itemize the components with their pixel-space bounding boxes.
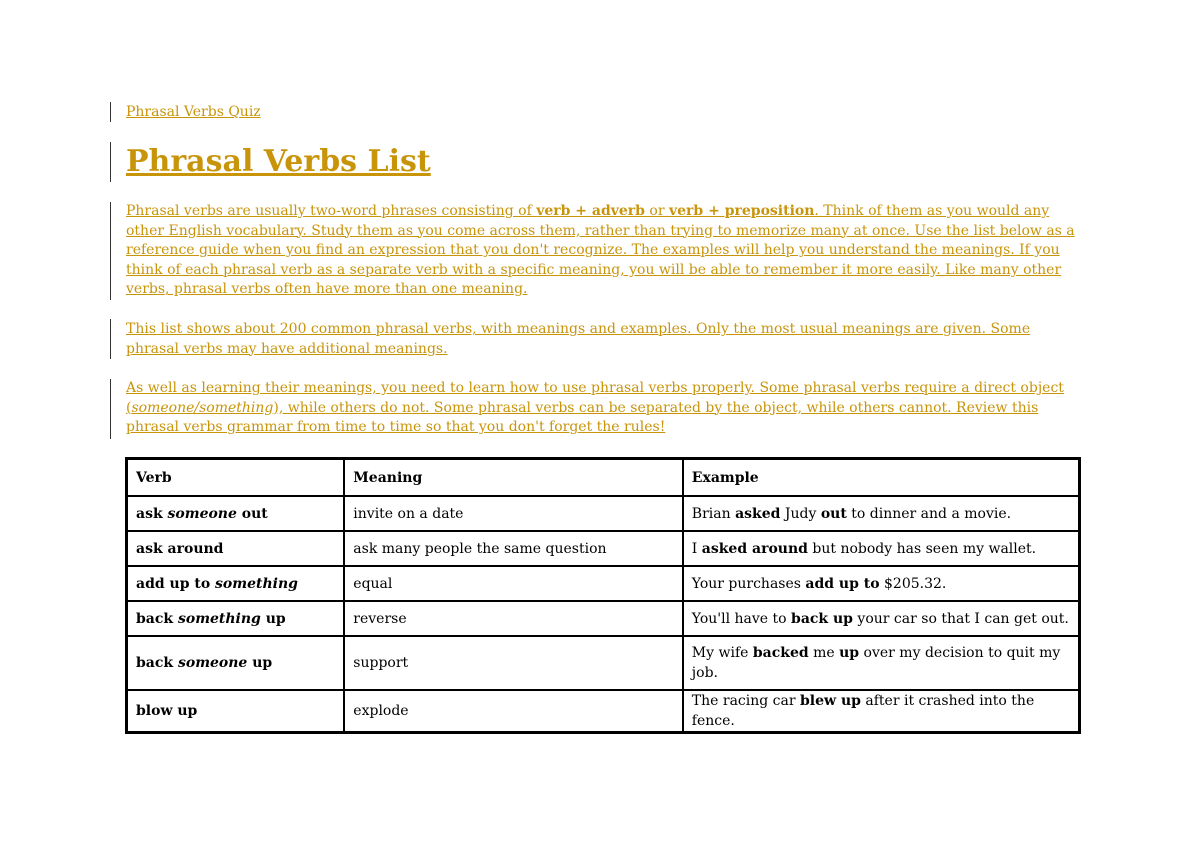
example-text: The racing car: [691, 693, 801, 709]
verb-text: add up to: [136, 575, 216, 592]
verb-cell: [127, 496, 345, 531]
example-verb: add up to: [805, 575, 880, 592]
table-row: [127, 601, 1080, 636]
intro-bold: verb + preposition: [669, 203, 815, 219]
example-text: I: [691, 540, 702, 557]
intro-text: ), while others do not. Some phrasal verbs can be separated by the object, while others cannot. Review this phrasal verbs grammar from time to time so that you don't forget the rules!: [126, 399, 1039, 436]
example-text: over my decision to quit my job.: [691, 645, 1061, 681]
verb-cell: [127, 636, 345, 690]
meaning-cell: invite on a date: [344, 496, 683, 531]
verb-text: back: [136, 610, 178, 627]
change-bar: [110, 102, 111, 122]
page-title[interactable]: Phrasal Verbs List: [126, 144, 431, 179]
verb-object: something: [215, 575, 298, 592]
meaning-cell: support: [344, 636, 683, 690]
verb-object: someone: [177, 655, 248, 671]
intro-paragraph-2[interactable]: This list shows about 200 common phrasal verbs, with meanings and examples. Only the most usual meanings are given. Some phrasal verbs may have additional meanings.: [126, 321, 1031, 357]
verb-cell: [127, 690, 345, 733]
verb-object: something: [177, 610, 261, 627]
change-bar: [110, 142, 111, 182]
example-cell: [683, 636, 1080, 690]
column-header-verb: Verb: [127, 459, 345, 497]
meaning-cell: ask many people the same question: [344, 531, 683, 566]
example-text: your car so that I can get out.: [852, 610, 1069, 627]
table-row: [127, 690, 1080, 733]
verb-cell: [127, 531, 345, 566]
intro-text: . Think of them as you would any other English vocabulary. Study them as you come across them, rather than trying to memorize many at once. Use the list below as a reference guide when you find an expression that you don't recognize. The examples will help you understand the meanings. If you think of each phrasal verb as a separate verb with a specific meaning, you will be able to remember it more easily. Like many other verbs, phrasal verbs often have more than one meaning.: [126, 203, 1075, 298]
example-text: Brian: [691, 505, 736, 522]
table-row: [127, 566, 1080, 601]
quiz-link[interactable]: Phrasal Verbs Quiz: [126, 104, 261, 120]
example-cell: [683, 566, 1080, 601]
intro-text: As well as learning their meanings, you need to learn how to use phrasal verbs properly. Some phrasal verbs require a direct object (: [126, 380, 1064, 416]
example-cell: [683, 690, 1080, 733]
example-text: after it crashed into the fence.: [691, 693, 1035, 729]
intro-italic: someone/something: [131, 399, 274, 416]
intro-paragraph-3[interactable]: [126, 379, 1086, 438]
verb-cell: [127, 566, 345, 601]
example-verb: out: [820, 505, 847, 522]
example-verb: back up: [791, 610, 853, 627]
intro-bold: verb + adverb: [536, 203, 645, 219]
verb-text: back: [136, 655, 178, 671]
example-verb: asked around: [701, 540, 808, 557]
verb-text: blow up: [136, 703, 198, 719]
change-bar: [110, 379, 111, 439]
verb-object: someone: [167, 505, 237, 522]
meaning-cell: explode: [344, 690, 683, 733]
intro-paragraph-1[interactable]: [126, 202, 1086, 300]
example-text: Judy: [780, 505, 821, 522]
phrasal-verbs-table: [125, 457, 1081, 734]
change-bar: [110, 319, 111, 359]
example-text: but nobody has seen my wallet.: [807, 540, 1037, 557]
example-verb: backed: [752, 645, 809, 661]
example-cell: [683, 601, 1080, 636]
example-text: Your purchases: [691, 575, 806, 592]
example-text: You'll have to: [691, 610, 792, 627]
example-cell: [683, 496, 1080, 531]
change-bar: [110, 202, 111, 300]
table-row: [127, 531, 1080, 566]
verb-cell: [127, 601, 345, 636]
verb-text: out: [236, 505, 268, 522]
table-row: [127, 496, 1080, 531]
verb-text: ask around: [136, 540, 224, 557]
meaning-cell: equal: [344, 566, 683, 601]
column-header-example: Example: [683, 459, 1080, 497]
column-header-meaning: Meaning: [344, 459, 683, 497]
meaning-cell: reverse: [344, 601, 683, 636]
intro-text: or: [644, 203, 670, 219]
verb-text: ask: [136, 505, 168, 522]
table-header-row: [127, 459, 1080, 497]
example-verb: blew up: [800, 693, 861, 709]
example-verb: asked: [735, 505, 781, 522]
intro-text: Phrasal verbs are usually two-word phrases consisting of: [126, 203, 537, 219]
verb-text: up: [247, 655, 273, 671]
example-text: to dinner and a movie.: [846, 505, 1012, 522]
example-text: me: [808, 645, 840, 661]
example-verb: up: [839, 645, 860, 661]
verb-text: up: [260, 610, 286, 627]
example-text: $205.32.: [879, 575, 947, 592]
example-text: My wife: [691, 645, 753, 661]
table-row: [127, 636, 1080, 690]
example-cell: [683, 531, 1080, 566]
